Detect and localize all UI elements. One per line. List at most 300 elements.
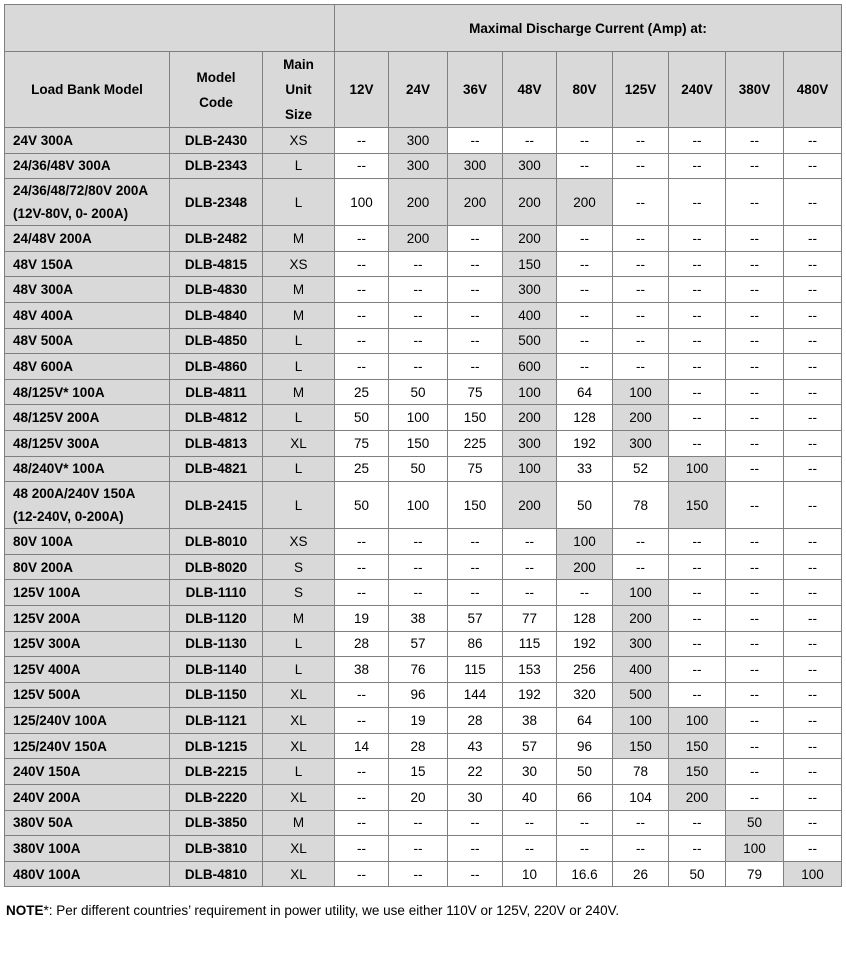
cell-current: 50 xyxy=(669,861,726,887)
cell-current: 200 xyxy=(389,179,448,226)
cell-current: -- xyxy=(669,179,726,226)
cell-size: XS xyxy=(263,128,335,154)
cell-current: -- xyxy=(784,836,842,862)
cell-model xyxy=(5,277,170,303)
cell-current: -- xyxy=(448,861,503,887)
cell-current: -- xyxy=(784,708,842,734)
cell-current: -- xyxy=(726,226,784,252)
cell-current: 192 xyxy=(503,682,557,708)
cell-code: DLB-4812 xyxy=(170,405,263,431)
cell-model xyxy=(5,529,170,555)
cell-current: 50 xyxy=(389,379,448,405)
cell-current: -- xyxy=(557,328,613,354)
cell-current: 200 xyxy=(503,179,557,226)
column-header-size-line2: Unit xyxy=(285,82,312,97)
cell-code: DLB-4821 xyxy=(170,456,263,482)
cell-current: -- xyxy=(726,657,784,683)
cell-code: DLB-1121 xyxy=(170,708,263,734)
model-name: 48/125V 200A xyxy=(13,410,100,426)
cell-current: -- xyxy=(669,580,726,606)
cell-current: -- xyxy=(726,785,784,811)
cell-current: 30 xyxy=(448,785,503,811)
cell-current: -- xyxy=(557,251,613,277)
cell-current: 300 xyxy=(389,153,448,179)
cell-model xyxy=(5,759,170,785)
model-name: 48V 500A xyxy=(13,333,74,349)
model-name: 125/240V 100A xyxy=(13,713,107,729)
cell-current: -- xyxy=(613,529,669,555)
cell-code: DLB-1120 xyxy=(170,605,263,631)
cell-size: XS xyxy=(263,529,335,555)
cell-current: 153 xyxy=(503,657,557,683)
column-header-size xyxy=(263,52,335,128)
cell-current: -- xyxy=(613,836,669,862)
cell-current: 28 xyxy=(389,733,448,759)
cell-code: DLB-2343 xyxy=(170,153,263,179)
cell-code: DLB-4850 xyxy=(170,328,263,354)
cell-current: -- xyxy=(784,456,842,482)
cell-model xyxy=(5,226,170,252)
cell-current: -- xyxy=(784,405,842,431)
cell-current: -- xyxy=(557,277,613,303)
cell-current: -- xyxy=(726,580,784,606)
cell-size: L xyxy=(263,657,335,683)
column-header-code-line1: Model xyxy=(196,69,236,85)
cell-code: DLB-2415 xyxy=(170,482,263,529)
cell-current: -- xyxy=(784,554,842,580)
column-header-size-line1: Main xyxy=(283,57,314,72)
cell-current: -- xyxy=(557,302,613,328)
cell-model xyxy=(5,785,170,811)
cell-current: -- xyxy=(726,759,784,785)
cell-current: 77 xyxy=(503,605,557,631)
cell-current: 38 xyxy=(503,708,557,734)
cell-code: DLB-3810 xyxy=(170,836,263,862)
cell-current: 28 xyxy=(335,631,389,657)
cell-size: XL xyxy=(263,861,335,887)
cell-model xyxy=(5,430,170,456)
table-row xyxy=(5,759,842,785)
model-name: 48V 150A xyxy=(13,256,74,272)
table-row xyxy=(5,456,842,482)
cell-current: 78 xyxy=(613,482,669,529)
cell-current: -- xyxy=(389,554,448,580)
column-header-voltage: 12V xyxy=(335,52,389,128)
table-row xyxy=(5,580,842,606)
model-range: (12V-80V, 0- 200A) xyxy=(13,206,129,222)
table-row xyxy=(5,251,842,277)
cell-current: -- xyxy=(613,328,669,354)
cell-size: XL xyxy=(263,682,335,708)
table-row xyxy=(5,379,842,405)
cell-current: 50 xyxy=(335,482,389,529)
cell-current: 38 xyxy=(335,657,389,683)
cell-current: -- xyxy=(726,277,784,303)
cell-current: -- xyxy=(389,810,448,836)
cell-current: -- xyxy=(726,430,784,456)
cell-current: -- xyxy=(557,128,613,154)
cell-size: XL xyxy=(263,836,335,862)
cell-current: -- xyxy=(389,836,448,862)
model-name: 48 200A/240V 150A xyxy=(13,486,136,502)
cell-current: -- xyxy=(335,682,389,708)
cell-current: -- xyxy=(784,277,842,303)
cell-current: 26 xyxy=(613,861,669,887)
cell-current: -- xyxy=(389,354,448,380)
cell-code: DLB-4860 xyxy=(170,354,263,380)
cell-current: -- xyxy=(669,405,726,431)
table-row xyxy=(5,430,842,456)
table-row xyxy=(5,631,842,657)
cell-current: 100 xyxy=(669,456,726,482)
cell-current: 100 xyxy=(389,405,448,431)
cell-current: 100 xyxy=(613,708,669,734)
cell-current: 144 xyxy=(448,682,503,708)
cell-current: 96 xyxy=(389,682,448,708)
cell-code: DLB-4811 xyxy=(170,379,263,405)
cell-current: -- xyxy=(726,251,784,277)
cell-current: -- xyxy=(557,580,613,606)
cell-model xyxy=(5,810,170,836)
cell-current: 78 xyxy=(613,759,669,785)
cell-code: DLB-1215 xyxy=(170,733,263,759)
cell-current: 100 xyxy=(389,482,448,529)
cell-current: -- xyxy=(669,554,726,580)
cell-current: 150 xyxy=(669,482,726,529)
cell-size: M xyxy=(263,379,335,405)
cell-current: 150 xyxy=(448,405,503,431)
column-header-voltage: 240V xyxy=(669,52,726,128)
cell-code: DLB-4813 xyxy=(170,430,263,456)
cell-current: 75 xyxy=(448,456,503,482)
cell-current: -- xyxy=(335,554,389,580)
cell-code: DLB-2215 xyxy=(170,759,263,785)
column-header-size-line3: Size xyxy=(285,107,313,122)
model-name: 80V 100A xyxy=(13,533,74,549)
cell-size: M xyxy=(263,277,335,303)
cell-current: -- xyxy=(557,354,613,380)
cell-current: 115 xyxy=(503,631,557,657)
table-row xyxy=(5,226,842,252)
cell-current: -- xyxy=(784,251,842,277)
header-blank-cell xyxy=(5,5,335,52)
model-name: 125V 100A xyxy=(13,585,81,601)
cell-current: -- xyxy=(784,810,842,836)
cell-current: -- xyxy=(669,631,726,657)
cell-current: 19 xyxy=(389,708,448,734)
cell-size: XL xyxy=(263,785,335,811)
model-name: 24/36/48/72/80V 200A xyxy=(13,183,149,199)
cell-current: -- xyxy=(503,554,557,580)
cell-current: -- xyxy=(335,128,389,154)
cell-current: 38 xyxy=(389,605,448,631)
cell-size: L xyxy=(263,179,335,226)
footnote xyxy=(6,903,619,918)
cell-current: -- xyxy=(389,277,448,303)
cell-current: 14 xyxy=(335,733,389,759)
cell-current: -- xyxy=(726,733,784,759)
cell-code: DLB-4830 xyxy=(170,277,263,303)
table-body xyxy=(5,128,842,887)
cell-current: 86 xyxy=(448,631,503,657)
model-name: 48V 300A xyxy=(13,282,74,298)
table-row xyxy=(5,153,842,179)
cell-current: -- xyxy=(726,708,784,734)
cell-current: 100 xyxy=(335,179,389,226)
table-row xyxy=(5,277,842,303)
cell-current: -- xyxy=(784,631,842,657)
cell-current: 200 xyxy=(669,785,726,811)
model-range: (12-240V, 0-200A) xyxy=(13,509,124,525)
cell-current: -- xyxy=(448,251,503,277)
cell-current: -- xyxy=(726,379,784,405)
cell-model xyxy=(5,328,170,354)
cell-current: -- xyxy=(335,302,389,328)
cell-current: -- xyxy=(784,430,842,456)
cell-current: -- xyxy=(389,302,448,328)
model-name: 24V 300A xyxy=(13,132,74,148)
cell-current: 200 xyxy=(613,605,669,631)
cell-current: -- xyxy=(448,226,503,252)
cell-code: DLB-2220 xyxy=(170,785,263,811)
cell-current: -- xyxy=(726,153,784,179)
cell-size: L xyxy=(263,354,335,380)
cell-current: -- xyxy=(726,554,784,580)
cell-current: -- xyxy=(613,277,669,303)
cell-current: 100 xyxy=(784,861,842,887)
cell-current: -- xyxy=(448,810,503,836)
cell-current: 150 xyxy=(613,733,669,759)
model-name: 48V 600A xyxy=(13,358,74,374)
cell-current: 25 xyxy=(335,456,389,482)
cell-current: -- xyxy=(448,302,503,328)
table-row xyxy=(5,405,842,431)
cell-current: 76 xyxy=(389,657,448,683)
cell-current: 200 xyxy=(503,405,557,431)
cell-current: 256 xyxy=(557,657,613,683)
model-name: 125V 400A xyxy=(13,661,81,677)
column-header-voltage: 380V xyxy=(726,52,784,128)
cell-current: -- xyxy=(726,456,784,482)
cell-model xyxy=(5,179,170,226)
cell-size: S xyxy=(263,580,335,606)
cell-current: -- xyxy=(557,153,613,179)
cell-current: -- xyxy=(784,605,842,631)
cell-current: 100 xyxy=(613,580,669,606)
cell-current: 200 xyxy=(503,482,557,529)
cell-current: -- xyxy=(557,810,613,836)
cell-current: 96 xyxy=(557,733,613,759)
cell-model xyxy=(5,405,170,431)
cell-current: -- xyxy=(784,759,842,785)
cell-current: -- xyxy=(335,328,389,354)
cell-current: 192 xyxy=(557,631,613,657)
table-row xyxy=(5,179,842,226)
cell-current: -- xyxy=(613,179,669,226)
cell-current: -- xyxy=(784,379,842,405)
cell-current: -- xyxy=(726,405,784,431)
cell-current: -- xyxy=(784,226,842,252)
cell-model xyxy=(5,482,170,529)
cell-current: -- xyxy=(557,226,613,252)
cell-current: 79 xyxy=(726,861,784,887)
cell-model xyxy=(5,605,170,631)
cell-current: 300 xyxy=(613,631,669,657)
cell-current: -- xyxy=(669,430,726,456)
cell-current: 400 xyxy=(503,302,557,328)
cell-current: -- xyxy=(503,529,557,555)
cell-current: 16.6 xyxy=(557,861,613,887)
model-name: 24/36/48V 300A xyxy=(13,158,111,174)
footnote-text: *: Per different countries’ requirement in power utility, we use either 110V or 125V, 220V or 240V. xyxy=(43,903,620,918)
cell-current: 50 xyxy=(557,482,613,529)
column-header-voltage: 48V xyxy=(503,52,557,128)
table-row xyxy=(5,482,842,529)
cell-current: -- xyxy=(503,836,557,862)
cell-size: L xyxy=(263,631,335,657)
cell-current: 50 xyxy=(389,456,448,482)
cell-current: -- xyxy=(669,810,726,836)
cell-current: -- xyxy=(335,810,389,836)
cell-current: 100 xyxy=(669,708,726,734)
cell-current: -- xyxy=(784,302,842,328)
cell-current: 400 xyxy=(613,657,669,683)
cell-size: L xyxy=(263,405,335,431)
cell-code: DLB-1110 xyxy=(170,580,263,606)
cell-current: -- xyxy=(784,682,842,708)
cell-current: 200 xyxy=(557,179,613,226)
cell-current: -- xyxy=(726,482,784,529)
cell-current: 50 xyxy=(557,759,613,785)
cell-current: -- xyxy=(389,580,448,606)
cell-current: -- xyxy=(669,605,726,631)
cell-current: -- xyxy=(726,302,784,328)
table-row xyxy=(5,682,842,708)
cell-current: -- xyxy=(335,153,389,179)
model-name: 125V 300A xyxy=(13,636,81,652)
cell-current: -- xyxy=(335,226,389,252)
column-header-model: Load Bank Model xyxy=(5,52,170,128)
cell-current: -- xyxy=(335,759,389,785)
cell-current: -- xyxy=(784,153,842,179)
cell-model xyxy=(5,554,170,580)
cell-size: M xyxy=(263,605,335,631)
cell-current: -- xyxy=(503,128,557,154)
model-name: 24/48V 200A xyxy=(13,230,92,246)
cell-current: -- xyxy=(726,631,784,657)
cell-current: -- xyxy=(669,226,726,252)
column-header-voltage: 36V xyxy=(448,52,503,128)
cell-current: -- xyxy=(784,785,842,811)
cell-current: 150 xyxy=(448,482,503,529)
cell-current: 128 xyxy=(557,605,613,631)
cell-current: -- xyxy=(389,251,448,277)
cell-current: -- xyxy=(335,529,389,555)
cell-current: 600 xyxy=(503,354,557,380)
cell-current: -- xyxy=(784,328,842,354)
cell-code: DLB-1130 xyxy=(170,631,263,657)
cell-current: -- xyxy=(726,354,784,380)
cell-code: DLB-4840 xyxy=(170,302,263,328)
cell-model xyxy=(5,128,170,154)
cell-current: -- xyxy=(726,179,784,226)
cell-current: 200 xyxy=(503,226,557,252)
cell-size: XS xyxy=(263,251,335,277)
model-name: 125V 500A xyxy=(13,687,81,703)
table-row xyxy=(5,657,842,683)
cell-current: -- xyxy=(669,379,726,405)
cell-current: -- xyxy=(784,354,842,380)
cell-current: 100 xyxy=(503,379,557,405)
cell-current: 500 xyxy=(613,682,669,708)
model-name: 125/240V 150A xyxy=(13,738,107,754)
cell-code: DLB-8020 xyxy=(170,554,263,580)
cell-current: -- xyxy=(669,251,726,277)
cell-current: 150 xyxy=(389,430,448,456)
cell-current: 20 xyxy=(389,785,448,811)
cell-current: 320 xyxy=(557,682,613,708)
cell-current: -- xyxy=(335,861,389,887)
cell-current: -- xyxy=(613,354,669,380)
cell-current: 10 xyxy=(503,861,557,887)
cell-current: -- xyxy=(726,605,784,631)
cell-current: -- xyxy=(448,529,503,555)
cell-size: XL xyxy=(263,733,335,759)
cell-model xyxy=(5,251,170,277)
cell-current: 15 xyxy=(389,759,448,785)
cell-current: 64 xyxy=(557,708,613,734)
table-row xyxy=(5,708,842,734)
cell-model xyxy=(5,682,170,708)
cell-current: 300 xyxy=(613,430,669,456)
cell-current: 200 xyxy=(613,405,669,431)
cell-current: 200 xyxy=(448,179,503,226)
model-name: 48/240V* 100A xyxy=(13,461,105,477)
cell-model xyxy=(5,456,170,482)
table-row xyxy=(5,810,842,836)
cell-current: 500 xyxy=(503,328,557,354)
cell-current: -- xyxy=(613,251,669,277)
cell-current: -- xyxy=(784,179,842,226)
cell-size: S xyxy=(263,554,335,580)
cell-current: -- xyxy=(335,251,389,277)
cell-size: M xyxy=(263,810,335,836)
model-name: 48V 400A xyxy=(13,307,74,323)
cell-current: -- xyxy=(613,302,669,328)
cell-current: 104 xyxy=(613,785,669,811)
cell-current: 75 xyxy=(448,379,503,405)
model-name: 480V 100A xyxy=(13,866,81,882)
cell-model xyxy=(5,302,170,328)
model-name: 125V 200A xyxy=(13,610,81,626)
cell-current: -- xyxy=(669,657,726,683)
cell-current: 300 xyxy=(503,277,557,303)
cell-model xyxy=(5,836,170,862)
cell-code: DLB-1140 xyxy=(170,657,263,683)
cell-size: L xyxy=(263,153,335,179)
column-header-code-line2: Code xyxy=(199,94,233,110)
cell-current: 128 xyxy=(557,405,613,431)
cell-current: -- xyxy=(448,836,503,862)
cell-model xyxy=(5,580,170,606)
cell-model xyxy=(5,354,170,380)
cell-code: DLB-2482 xyxy=(170,226,263,252)
cell-code: DLB-4810 xyxy=(170,861,263,887)
cell-current: -- xyxy=(448,554,503,580)
cell-current: -- xyxy=(557,836,613,862)
cell-current: -- xyxy=(669,153,726,179)
cell-current: 150 xyxy=(669,733,726,759)
